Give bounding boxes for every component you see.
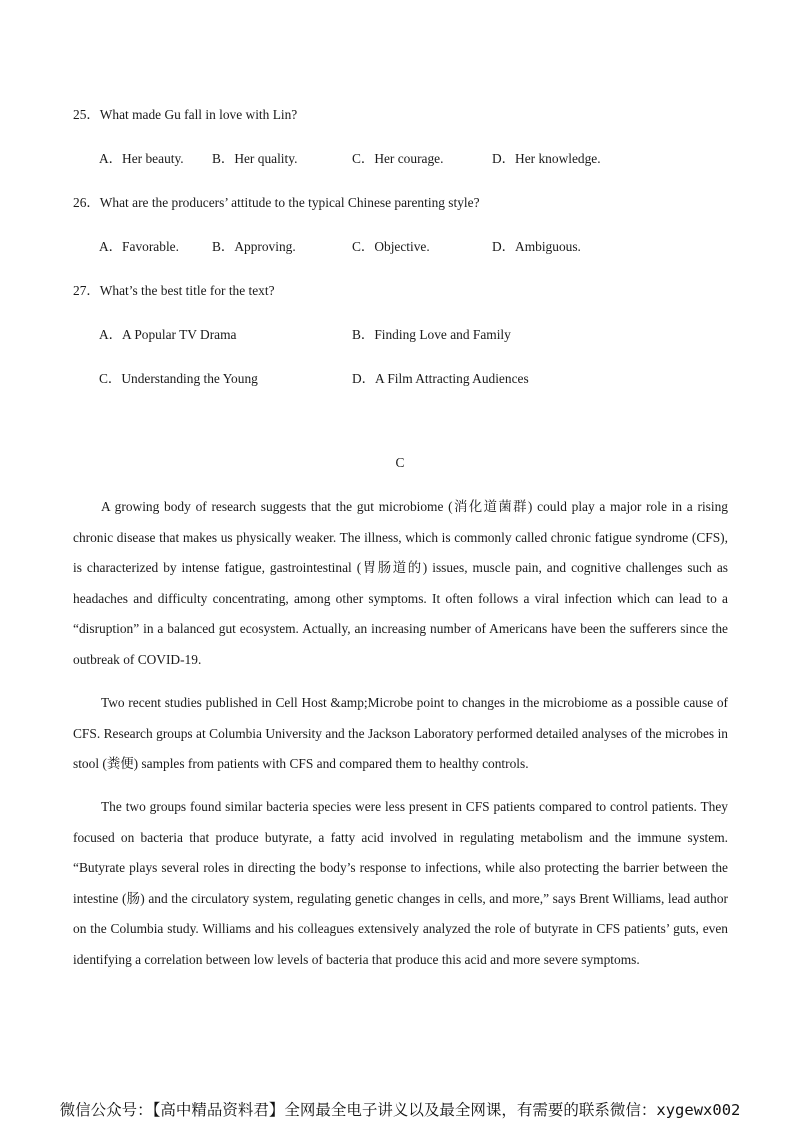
question-27-stem: 27．What’s the best title for the text? — [73, 283, 275, 298]
passage-paragraph-1: A growing body of research suggests that the gut microbiome (消化道菌群) could play a major role in a rising chronic disease that makes us physically weaker. The illness, which is commonly called chronic fatigue syndrome (CFS), is characterized by intense fatigue, gastrointestinal (胃肠道的) issues, muscle pain, and cognitive challenges such as headaches and difficulty concentrating, among other symptoms. It often follows a viral infection which can lead to a “disruption” in a balanced gut ecosystem. Actually, an increasing number of Americans have been the sufferers since the outbreak of COVID-19. — [73, 499, 728, 667]
question-26-stem: 26．What are the producers’ attitude to the typical Chinese parenting style? — [73, 195, 480, 210]
question-26-option-a: A．Favorable. — [99, 239, 179, 254]
question-25-option-c: C．Her courage. — [352, 151, 444, 166]
question-26-option-d: D．Ambiguous. — [492, 239, 581, 254]
question-27-option-a: A．A Popular TV Drama — [99, 327, 237, 342]
question-27-option-d: D．A Film Attracting Audiences — [352, 371, 529, 386]
question-25-option-b: B．Her quality. — [212, 151, 298, 166]
question-27-option-c: C．Understanding the Young — [99, 371, 258, 386]
question-26-option-c: C．Objective. — [352, 239, 430, 254]
passage-paragraph-3: The two groups found similar bacteria species were less present in CFS patients compared to control patients. They focused on bacteria that produce butyrate, a fatty acid involved in regulating metabolism and the immune system. “Butyrate plays several roles in directing the body’s response to infections, while also protecting the barrier between the intestine (肠) and the circulatory system, regulating genetic changes in cells, and more,” says Brent Williams, lead author on the Columbia study. Williams and his colleagues extensively analyzed the role of butyrate in CFS patients’ guts, even identifying a correlation between low levels of bacteria that produce this acid and more severe symptoms. — [73, 799, 728, 967]
footer-promo — [0, 1098, 800, 1120]
question-25-option-a: A．Her beauty. — [99, 151, 184, 166]
footer-wechat-id: xygewx002 — [656, 1101, 741, 1119]
section-heading: C — [395, 455, 405, 470]
question-26-option-b: B．Approving. — [212, 239, 296, 254]
question-27-option-b: B．Finding Love and Family — [352, 327, 511, 342]
footer-promo-text: 微信公众号：【高中精品资料君】全网最全电子讲义以及最全网课，有需要的联系微信： — [59, 1101, 657, 1119]
question-25-option-d: D．Her knowledge. — [492, 151, 601, 166]
passage-paragraph-2: Two recent studies published in Cell Host &amp;Microbe point to changes in the microbiome as a possible cause of CFS. Research groups at Columbia University and the Jackson Laboratory performed detailed analyses of the microbes in stool (粪便) samples from patients with CFS and compared them to healthy controls. — [73, 695, 728, 771]
question-25-stem: 25．What made Gu fall in love with Lin? — [73, 107, 298, 122]
